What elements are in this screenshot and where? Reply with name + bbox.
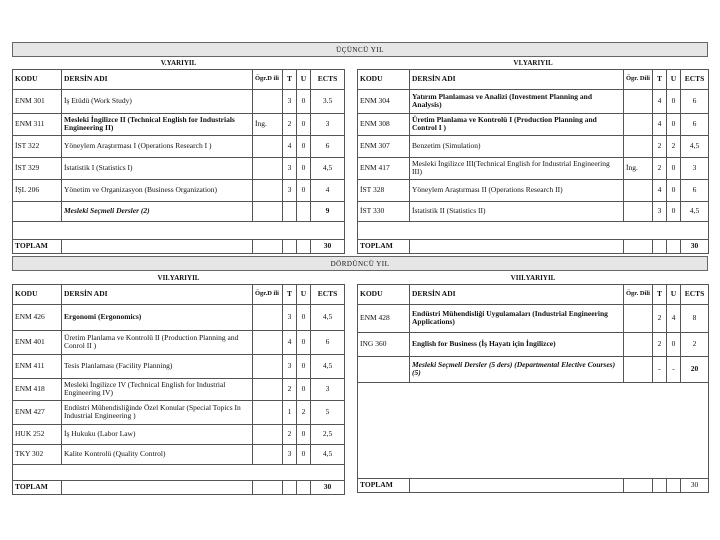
course-u: 0 <box>297 378 311 400</box>
course-lang <box>624 356 653 382</box>
course-u: - <box>667 356 681 382</box>
course-ects: 4,5 <box>311 354 345 378</box>
course-ects: 4 <box>311 179 345 201</box>
course-lang <box>253 135 283 157</box>
course-name: Tesis Planlaması (Facility Planning) <box>62 354 253 378</box>
course-lang: İng. <box>624 157 653 179</box>
course-u: 0 <box>667 89 681 113</box>
course-code: ENM 401 <box>13 330 62 354</box>
course-t: 3 <box>653 201 667 221</box>
course-name: Yöneylem Araştırması II (Operations Research II) <box>410 179 624 201</box>
course-t <box>283 201 297 221</box>
course-row <box>13 378 345 400</box>
course-row <box>358 356 709 382</box>
course-t: 1 <box>283 400 297 424</box>
course-row <box>13 354 345 378</box>
course-t: 2 <box>653 304 667 332</box>
course-code <box>13 201 62 221</box>
course-name: Mesleki İngilizce IV (Technical English for Industrial Engineering IV) <box>62 378 253 400</box>
course-ects: 6 <box>311 135 345 157</box>
course-ects: 6 <box>681 179 709 201</box>
course-t: 3 <box>283 89 297 113</box>
course-ects: 3.5 <box>311 89 345 113</box>
course-lang <box>253 201 283 221</box>
course-u: 4 <box>667 304 681 332</box>
course-u: 0 <box>297 304 311 330</box>
course-code: İŞL 206 <box>13 179 62 201</box>
course-t: 4 <box>653 113 667 135</box>
course-lang <box>253 330 283 354</box>
course-lang <box>624 135 653 157</box>
course-code: ENM 418 <box>13 378 62 400</box>
course-t: 2 <box>283 113 297 135</box>
course-ects: 3 <box>681 157 709 179</box>
course-lang <box>624 201 653 221</box>
course-name: Mesleki İngilizce III(Technical English for Industrial Engineering III) <box>410 157 624 179</box>
course-name: Kalite Kontrolü (Quality Control) <box>62 444 253 464</box>
course-name: Endüstri Mühendisliğinde Özel Konular (Special Topics In Industrial Engineering ) <box>62 400 253 424</box>
header-ects: ECTS <box>681 69 709 89</box>
course-code: İST 329 <box>13 157 62 179</box>
course-u: 0 <box>297 135 311 157</box>
course-row <box>13 304 345 330</box>
course-u: 0 <box>297 330 311 354</box>
course-u: 0 <box>297 424 311 444</box>
course-lang <box>624 332 653 356</box>
course-code: ING 360 <box>358 332 410 356</box>
course-t: 3 <box>283 354 297 378</box>
header-u: U <box>667 69 681 89</box>
course-t: 4 <box>653 89 667 113</box>
course-code: ENM 311 <box>13 113 62 135</box>
course-t: 4 <box>283 330 297 354</box>
course-name: İş Hukuku (Labor Law) <box>62 424 253 444</box>
course-code: İST 328 <box>358 179 410 201</box>
total-ects: 30 <box>681 478 709 492</box>
course-lang <box>624 113 653 135</box>
course-lang <box>624 89 653 113</box>
course-lang <box>253 378 283 400</box>
course-lang <box>253 179 283 201</box>
course-name: Mesleki Seçmeli Dersler (2) <box>62 201 253 221</box>
header-t: T <box>653 69 667 89</box>
course-code: HUK 252 <box>13 424 62 444</box>
course-ects: 3 <box>311 113 345 135</box>
course-name: Yatırım Planlaması ve Analizi (Investment Planning and Analysis) <box>410 89 624 113</box>
course-t: 3 <box>283 304 297 330</box>
course-u: 2 <box>297 400 311 424</box>
header-name: DERSİN ADI <box>62 69 253 89</box>
course-code: ENM 411 <box>13 354 62 378</box>
course-lang <box>253 444 283 464</box>
course-u: 0 <box>297 89 311 113</box>
course-code: ENM 307 <box>358 135 410 157</box>
course-lang <box>253 424 283 444</box>
course-code: ENM 301 <box>13 89 62 113</box>
course-t: 3 <box>283 444 297 464</box>
course-ects: 6 <box>681 89 709 113</box>
header-lang: Ögr.D ili <box>253 69 283 89</box>
course-row <box>358 135 709 157</box>
course-row <box>358 304 709 332</box>
course-t: - <box>653 356 667 382</box>
course-t: 2 <box>653 332 667 356</box>
header-lang: Ögr. Dili <box>624 284 653 304</box>
header-t: T <box>653 284 667 304</box>
course-t: 2 <box>653 157 667 179</box>
course-code: ENM 304 <box>358 89 410 113</box>
course-t: 2 <box>283 424 297 444</box>
year-banner-third: ÜÇÜNCÜ YIL <box>12 42 708 57</box>
course-row <box>13 179 345 201</box>
semester-6-table <box>357 57 709 254</box>
header-lang: Ögr.D ili <box>253 284 283 304</box>
course-lang <box>253 400 283 424</box>
header-ects: ECTS <box>681 284 709 304</box>
course-name: Yöneylem Araştırması I (Operations Research I ) <box>62 135 253 157</box>
course-row <box>13 444 345 464</box>
total-label: TOPLAM <box>13 239 62 253</box>
course-u: 0 <box>297 354 311 378</box>
course-row <box>13 201 345 221</box>
course-row <box>13 400 345 424</box>
course-lang <box>253 89 283 113</box>
total-label: TOPLAM <box>13 480 62 494</box>
semester-5-table <box>12 57 345 254</box>
semester-title: VI.YARIYIL <box>358 57 709 69</box>
semester-title: VII.YARIYIL <box>13 272 345 284</box>
course-u: 0 <box>667 113 681 135</box>
course-name: Yönetim ve Organizasyon (Business Organization) <box>62 179 253 201</box>
header-code: KODU <box>358 284 410 304</box>
course-t: 2 <box>283 378 297 400</box>
header-lang: Ögr. Dili <box>624 69 653 89</box>
course-t: 4 <box>283 135 297 157</box>
course-lang <box>624 179 653 201</box>
course-name: Mesleki İngilizce II (Technical English for Industrials Engineering II) <box>62 113 253 135</box>
course-code: TKY 302 <box>13 444 62 464</box>
course-u: 0 <box>667 332 681 356</box>
course-t: 3 <box>283 179 297 201</box>
course-ects: 6 <box>681 113 709 135</box>
course-u: 0 <box>297 444 311 464</box>
header-t: T <box>283 284 297 304</box>
course-u <box>297 201 311 221</box>
course-code <box>358 356 410 382</box>
semester-8-table <box>357 272 709 493</box>
course-row <box>13 330 345 354</box>
course-name: Mesleki Seçmeli Dersler (5 ders) (Departmental Elective Courses) (5) <box>410 356 624 382</box>
header-u: U <box>667 284 681 304</box>
course-code: ENM 427 <box>13 400 62 424</box>
course-name: Üretim Planlama ve Kontrolü I (Production Planning and Control I ) <box>410 113 624 135</box>
header-name: DERSİN ADI <box>62 284 253 304</box>
course-code: İST 322 <box>13 135 62 157</box>
course-name: İstatistik II (Statistics II) <box>410 201 624 221</box>
course-code: ENM 417 <box>358 157 410 179</box>
course-ects: 6 <box>311 330 345 354</box>
course-lang <box>253 354 283 378</box>
course-ects: 4,5 <box>681 135 709 157</box>
course-row <box>358 113 709 135</box>
course-row <box>13 113 345 135</box>
course-code: ENM 428 <box>358 304 410 332</box>
course-name: İş Etüdü (Work Study) <box>62 89 253 113</box>
total-ects: 30 <box>681 239 709 253</box>
course-t: 4 <box>653 179 667 201</box>
course-t: 3 <box>283 157 297 179</box>
course-lang: İng. <box>253 113 283 135</box>
course-ects: 5 <box>311 400 345 424</box>
course-u: 2 <box>667 135 681 157</box>
course-row <box>13 424 345 444</box>
course-ects: 2 <box>681 332 709 356</box>
header-name: DERSİN ADI <box>410 69 624 89</box>
total-label: TOPLAM <box>358 478 410 492</box>
course-u: 0 <box>297 157 311 179</box>
course-ects: 4,5 <box>311 157 345 179</box>
course-name: İstatistik I (Statistics I) <box>62 157 253 179</box>
course-lang <box>253 157 283 179</box>
course-lang <box>624 304 653 332</box>
course-ects: 3 <box>311 378 345 400</box>
header-code: KODU <box>358 69 410 89</box>
course-row <box>13 157 345 179</box>
course-lang <box>253 304 283 330</box>
course-name: Benzetim (Simulation) <box>410 135 624 157</box>
header-ects: ECTS <box>311 284 345 304</box>
course-code: ENM 426 <box>13 304 62 330</box>
course-row <box>358 179 709 201</box>
course-row <box>358 89 709 113</box>
course-u: 0 <box>667 157 681 179</box>
semester-title: VIII.YARIYIL <box>358 272 709 284</box>
course-name: Üretim Planlama ve Kontrolü II (Production Planning and Conrol II ) <box>62 330 253 354</box>
course-ects: 8 <box>681 304 709 332</box>
course-row <box>13 89 345 113</box>
course-u: 0 <box>667 201 681 221</box>
header-code: KODU <box>13 69 62 89</box>
year-banner-fourth: DÖRDÜNCÜ YIL <box>12 256 708 271</box>
course-row <box>13 135 345 157</box>
course-code: İST 330 <box>358 201 410 221</box>
total-ects: 30 <box>311 480 345 494</box>
header-t: T <box>283 69 297 89</box>
header-u: U <box>297 284 311 304</box>
header-name: DERSİN ADI <box>410 284 624 304</box>
header-ects: ECTS <box>311 69 345 89</box>
course-ects: 9 <box>311 201 345 221</box>
header-u: U <box>297 69 311 89</box>
total-ects: 30 <box>311 239 345 253</box>
course-row <box>358 201 709 221</box>
header-code: KODU <box>13 284 62 304</box>
total-label: TOPLAM <box>358 239 410 253</box>
course-ects: 4,5 <box>311 444 345 464</box>
course-t: 2 <box>653 135 667 157</box>
course-ects: 4,5 <box>681 201 709 221</box>
course-u: 0 <box>667 179 681 201</box>
course-u: 0 <box>297 179 311 201</box>
course-name: English for Business (İş Hayatı için İngilizce) <box>410 332 624 356</box>
course-code: ENM 308 <box>358 113 410 135</box>
semester-7-table <box>12 272 345 495</box>
course-ects: 20 <box>681 356 709 382</box>
semester-title: V.YARIYIL <box>13 57 345 69</box>
course-u: 0 <box>297 113 311 135</box>
course-row <box>358 157 709 179</box>
course-name: Endüstri Mühendisliği Uygulamaları (Industrial Engineering Applications) <box>410 304 624 332</box>
course-name: Ergonomi (Ergonomics) <box>62 304 253 330</box>
course-row <box>358 332 709 356</box>
course-ects: 2,5 <box>311 424 345 444</box>
course-ects: 4,5 <box>311 304 345 330</box>
